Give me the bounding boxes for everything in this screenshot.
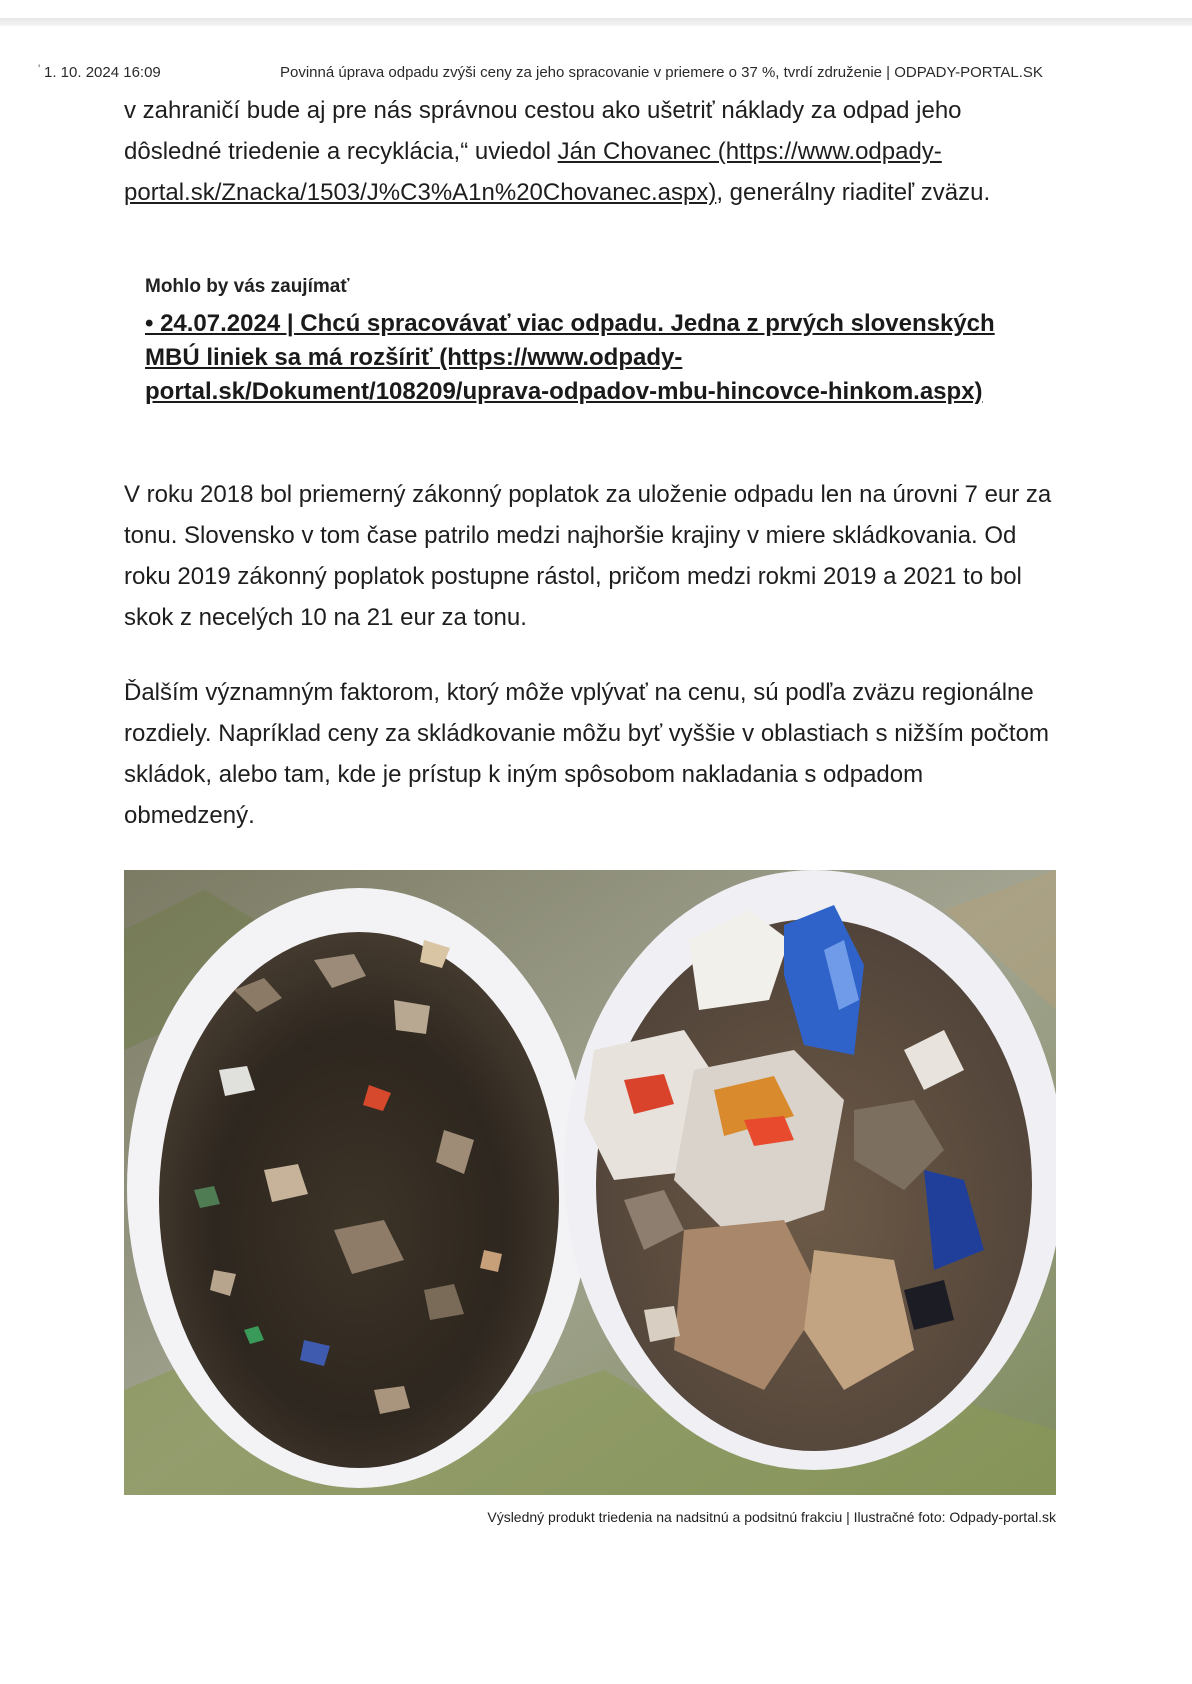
paragraph-2018: V roku 2018 bol priemerný zákonný poplatok za uloženie odpadu len na úrovni 7 eur za tonu. Slovensko v tom čase patrilo medzi najhoršie krajiny v miere skládkovania. Od roku 2019 zákonný poplatok postupne rástol, pričom medzi rokmi 2019 a 2021 to bol skok z necelých 10 na 21 eur za tonu. [124,481,1052,631]
left-bucket [127,888,591,1488]
related-article-link[interactable]: • 24.07.2024 | Chcú spracovávať viac odpadu. Jedna z prvých slovenských MBÚ liniek sa má rozšíriť (https://www.odpady-portal.sk/Dokument/108209/uprava-odpadov-mbu-hincovce-hinkom.aspx) [145,310,995,405]
margin-mark: ' [38,62,41,76]
print-page-title: Povinná úprava odpadu zvýši ceny za jeho spracovanie v priemere o 37 %, tvrdí združenie | ODPADY-PORTAL.SK [280,64,1043,81]
author-link[interactable]: Ján Chovanec (https://www.odpady-portal.sk/Znacka/1503/J%C3%A1n%20Chovanec.aspx) [124,138,942,206]
waste-sorting-photo [124,870,1056,1495]
print-date: 1. 10. 2024 16:09 [44,64,161,81]
photo-caption: Výsledný produkt triedenia na nadsitnú a podsitnú frakciu | Ilustračné foto: Odpady-portal.sk [487,1509,1056,1525]
scan-top-edge [0,18,1192,26]
quote-text-end: , generálny riaditeľ zväzu. [716,179,991,206]
paragraph-regional: Ďalším významným faktorom, ktorý môže vplývať na cenu, sú podľa zväzu regionálne rozdiely. Napríklad ceny za skládkovanie môžu byť vyššie v oblastiach s nižším počtom skládok, alebo tam, kde je prístup k iným spôsobom nakladania s odpadom obmedzený. [124,679,1049,829]
quote-paragraph [124,90,1054,213]
print-header [38,62,1144,86]
right-bucket [564,870,1056,1470]
quote-text-start: v zahraničí bude aj pre nás správnou cestou ako ušetriť náklady za odpad jeho dôsledné triedenie a recyklácia,“ uviedol [124,97,962,165]
related-articles-box [145,275,1045,409]
related-heading: Mohlo by vás zaujímať [145,276,350,297]
